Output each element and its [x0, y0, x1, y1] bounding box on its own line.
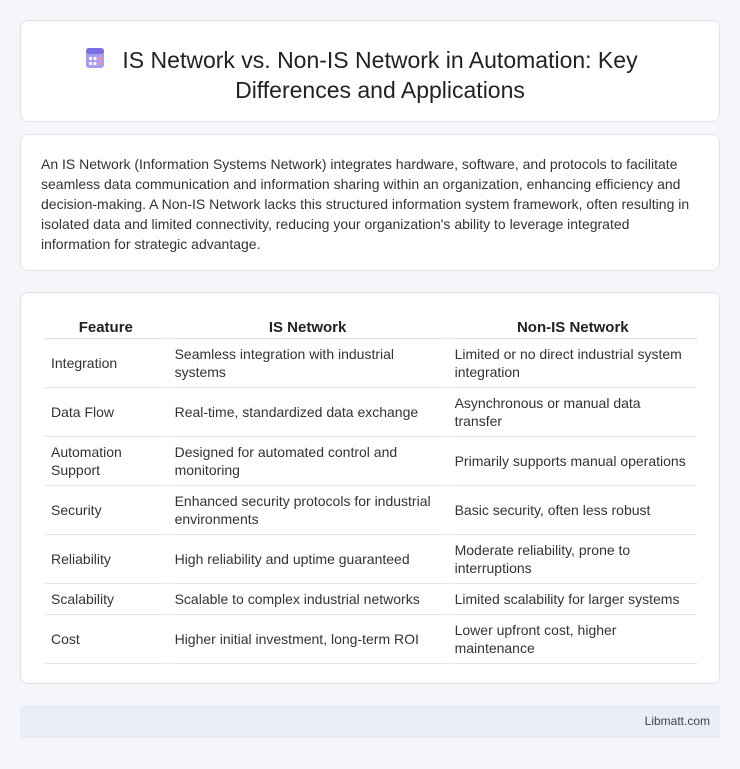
table-row — [45, 437, 697, 486]
feature-cell: Security — [45, 486, 167, 535]
non-is-network-cell: Asynchronous or manual data transfer — [449, 388, 697, 437]
non-is-network-cell: Lower upfront cost, higher maintenance — [449, 615, 697, 664]
table-row — [45, 615, 697, 664]
feature-cell: Data Flow — [45, 388, 167, 437]
table-row — [45, 486, 697, 535]
comparison-table-card — [20, 292, 720, 684]
is-network-cell: Scalable to complex industrial networks — [169, 584, 447, 615]
comparison-table — [43, 313, 699, 664]
table-row — [45, 535, 697, 584]
non-is-network-cell: Primarily supports manual operations — [449, 437, 697, 486]
header-is-network: IS Network — [169, 313, 447, 339]
is-network-cell: Designed for automated control and monitoring — [169, 437, 447, 486]
footer-bar — [20, 705, 720, 738]
non-is-network-cell: Limited or no direct industrial system integration — [449, 339, 697, 388]
table-row — [45, 339, 697, 388]
table-row — [45, 584, 697, 615]
feature-cell: Integration — [45, 339, 167, 388]
table-row — [45, 388, 697, 437]
feature-cell: Scalability — [45, 584, 167, 615]
non-is-network-cell: Moderate reliability, prone to interruptions — [449, 535, 697, 584]
table-header-row — [45, 313, 697, 339]
feature-cell: Automation Support — [45, 437, 167, 486]
header-non-is-network: Non-IS Network — [449, 313, 697, 339]
title-card — [20, 20, 720, 122]
intro-card — [20, 134, 720, 271]
feature-cell: Reliability — [45, 535, 167, 584]
feature-cell: Cost — [45, 615, 167, 664]
header-feature: Feature — [45, 313, 167, 339]
is-network-cell: High reliability and uptime guaranteed — [169, 535, 447, 584]
footer-site-link[interactable]: Libmatt.com — [644, 714, 710, 728]
intro-paragraph: An IS Network (Information Systems Network) integrates hardware, software, and protocols to facilitate seamless data communication and information sharing within an organization, enhancing efficiency and decision-making. A Non-IS Network lacks this structured information system framework, often resulting in isolated data and limited connectivity, reducing your organization's ability to leverage integrated information for strategic advantage. — [41, 156, 690, 252]
non-is-network-cell: Basic security, often less robust — [449, 486, 697, 535]
page-title: IS Network vs. Non-IS Network in Automation: Key Differences and Applications — [122, 47, 638, 103]
is-network-cell: Higher initial investment, long-term ROI — [169, 615, 447, 664]
is-network-cell: Enhanced security protocols for industrial environments — [169, 486, 447, 535]
is-network-cell: Real-time, standardized data exchange — [169, 388, 447, 437]
non-is-network-cell: Limited scalability for larger systems — [449, 584, 697, 615]
is-network-cell: Seamless integration with industrial systems — [169, 339, 447, 388]
